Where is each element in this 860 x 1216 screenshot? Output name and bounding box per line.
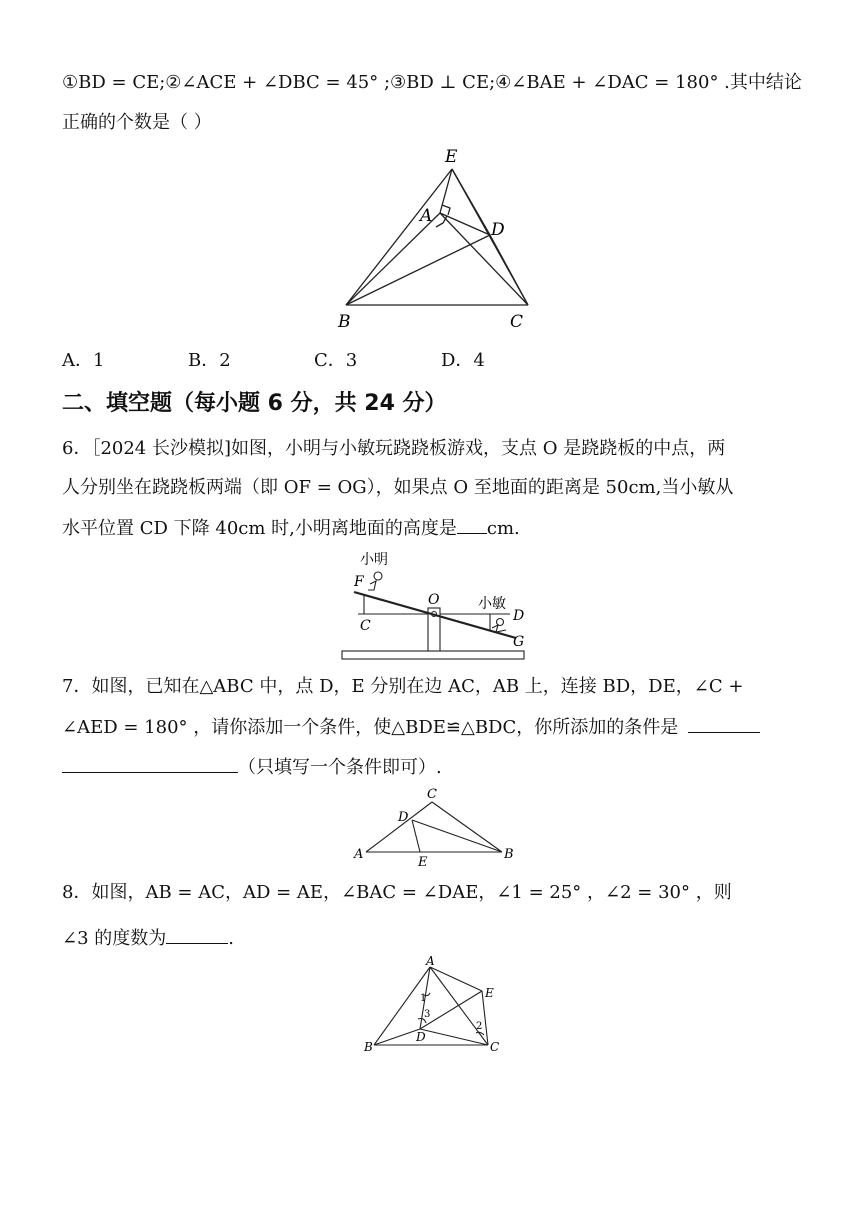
q6-label-O: O — [428, 592, 440, 608]
q5-statement-line2: 正确的个数是（ ） — [62, 112, 212, 133]
q5-figure — [330, 145, 540, 335]
q6-answer-blank — [457, 515, 487, 534]
q7-figure — [350, 788, 520, 870]
q6-line3-before: 水平位置 CD 下降 40cm 时,小明离地面的高度是 — [62, 518, 457, 539]
q8-label-E: E — [485, 986, 494, 1000]
q8-label-1: 1 — [420, 993, 427, 1004]
q8-label-A: A — [426, 954, 435, 968]
q8-figure — [360, 955, 510, 1057]
q5-label-C: C — [510, 312, 524, 332]
q5-label-E: E — [445, 147, 458, 167]
q6-label-xiaoming: 小明 — [360, 552, 388, 568]
q7-line3 — [62, 754, 442, 781]
q6-line3 — [62, 515, 520, 542]
q8-label-D: D — [416, 1030, 426, 1044]
q8-line2 — [62, 925, 234, 952]
q5-statement-line1: ①BD = CE;②∠ACE + ∠DBC = 45° ;③BD ⊥ CE;④∠BAE + ∠DAC = 180° .其中结论 — [62, 72, 802, 93]
q8-label-3: 3 — [424, 1009, 431, 1020]
q7-label-C: C — [427, 787, 437, 802]
q5-option-a: A．1 — [62, 350, 105, 371]
q5-option-d: D．4 — [441, 350, 485, 371]
q6-label-D: D — [513, 608, 525, 624]
q6-line1: 6．［2024 长沙模拟]如图，小明与小敏玩跷跷板游戏，支点 O 是跷跷板的中点，两 — [62, 438, 726, 459]
q8-label-2: 2 — [476, 1021, 483, 1032]
q5-option-b: B．2 — [188, 350, 231, 371]
q6-label-G: G — [513, 634, 525, 650]
q8-label-B: B — [364, 1040, 373, 1054]
q8-label-C: C — [490, 1040, 500, 1054]
q7-line2 — [62, 714, 760, 741]
q8-line1: 8．如图，AB = AC，AD = AE，∠BAC = ∠DAE，∠1 = 25° ，∠2 = 30° ，则 — [62, 882, 732, 903]
q6-label-F: F — [354, 574, 364, 590]
q5-label-A: A — [420, 206, 433, 226]
q7-answer-blank-1 — [688, 714, 760, 733]
q8-line2-after: . — [228, 928, 234, 949]
q7-label-D: D — [398, 810, 409, 825]
q7-label-A: A — [354, 847, 364, 862]
q6-line3-after: cm. — [486, 518, 520, 539]
q6-figure — [340, 550, 530, 662]
q7-line1: 7．如图，已知在△ABC 中，点 D，E 分别在边 AC，AB 上，连接 BD，DE，∠C + — [62, 676, 744, 697]
q8-line2-before: ∠3 的度数为 — [62, 928, 167, 949]
q7-line2-text: ∠AED = 180° ，请你添加一个条件，使△BDE≌△BDC，你所添加的条件是 — [62, 717, 679, 738]
q5-label-D: D — [491, 220, 505, 240]
q6-line2: 人分别坐在跷跷板两端（即 OF = OG），如果点 O 至地面的距离是 50cm,当小敏从 — [62, 477, 734, 498]
q7-answer-blank-2 — [62, 754, 238, 773]
q7-label-B: B — [504, 847, 514, 862]
q5-label-B: B — [338, 312, 351, 332]
q6-label-C: C — [360, 618, 371, 634]
q5-option-c: C．3 — [314, 350, 358, 371]
q7-label-E: E — [418, 855, 428, 870]
q6-label-xiaomin: 小敏 — [478, 596, 506, 612]
section-title: 二、填空题（每小题 6 分，共 24 分） — [62, 391, 447, 416]
q7-line3-text: （只填写一个条件即可）. — [238, 757, 442, 778]
q8-answer-blank — [166, 925, 228, 944]
